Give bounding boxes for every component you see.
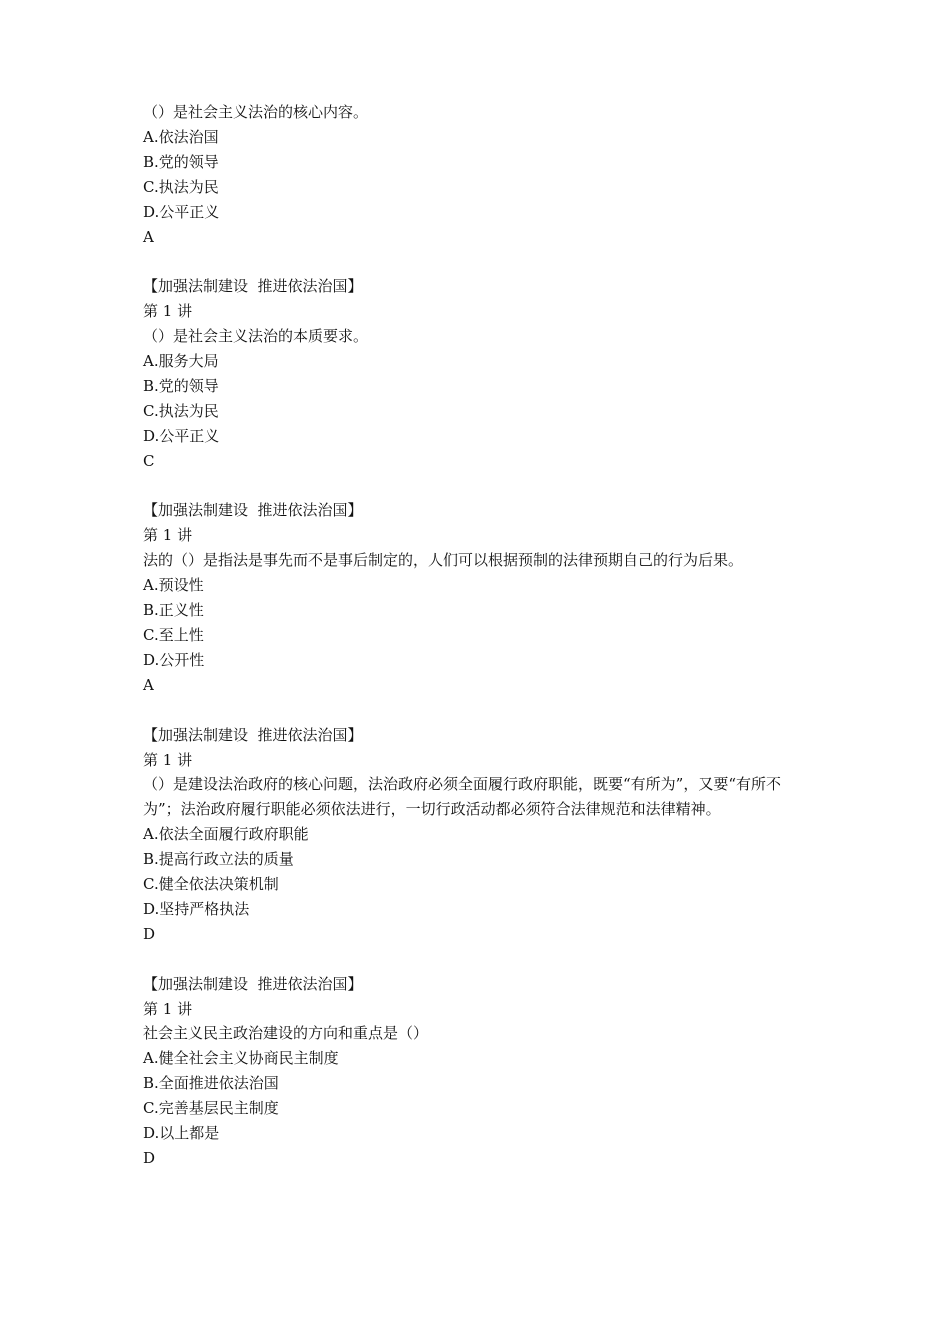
question-text: （）是社会主义法治的核心内容。 [143,103,369,121]
option-b: B.提高行政立法的质量 [143,850,294,869]
section-title: 【加强法制建设 推进依法治国】 [143,501,363,520]
option-d: D.坚持严格执法 [143,899,250,918]
answer: A [143,227,154,246]
lecture-label: 第 1 讲 [143,999,193,1018]
section-title: 【加强法制建设 推进依法治国】 [143,277,363,296]
option-d: D.公平正义 [143,426,220,445]
option-c: C.完善基层民主制度 [143,1099,279,1118]
question-text: （）是建设法治政府的核心问题，法治政府必须全面履行政府职能，既要“有所为”，又要“有所不为”；法治政府履行职能必须依法进行，一切行政活动都必须符合法律规范和法律精神。 [143,775,782,819]
lecture-label: 第 1 讲 [143,302,193,321]
section-title: 【加强法制建设 推进依法治国】 [143,974,363,993]
lecture-label: 第 1 讲 [143,526,193,545]
option-a: A.服务大局 [143,352,219,371]
option-c: C.执法为民 [143,401,219,420]
question-block-2 [143,274,823,473]
section-title: 【加强法制建设 推进依法治国】 [143,725,363,744]
question-text: （）是社会主义法治的本质要求。 [143,327,369,346]
option-c: C.执法为民 [143,177,219,196]
option-b: B.全面推进依法治国 [143,1074,279,1093]
option-a: A.依法全面履行政府职能 [143,825,309,844]
option-a: A.健全社会主义协商民主制度 [143,1049,339,1068]
option-c: C.健全依法决策机制 [143,875,279,894]
lecture-label: 第 1 讲 [143,750,193,769]
option-d: D.以上都是 [143,1124,220,1143]
option-a: A.预设性 [143,576,204,595]
answer: D [143,924,156,943]
document-page [143,100,823,1196]
answer: A [143,675,154,694]
option-b: B.党的领导 [143,152,219,171]
question-block-5 [143,972,823,1171]
question-text: 社会主义民主政治建设的方向和重点是（） [143,1024,429,1043]
question-text: 法的（）是指法是事先而不是事后制定的，人们可以根据预制的法律预期自己的行为后果。 [143,551,744,570]
question-block-4 [143,723,823,947]
question-block-1 [143,100,823,249]
option-d: D.公开性 [143,650,205,669]
question-block-3 [143,498,823,697]
option-d: D.公平正义 [143,202,220,221]
answer: C [143,451,155,470]
option-b: B.党的领导 [143,376,219,395]
option-b: B.正义性 [143,601,204,620]
option-c: C.至上性 [143,626,204,644]
answer: D [143,1149,156,1167]
option-a: A.依法治国 [143,127,219,146]
